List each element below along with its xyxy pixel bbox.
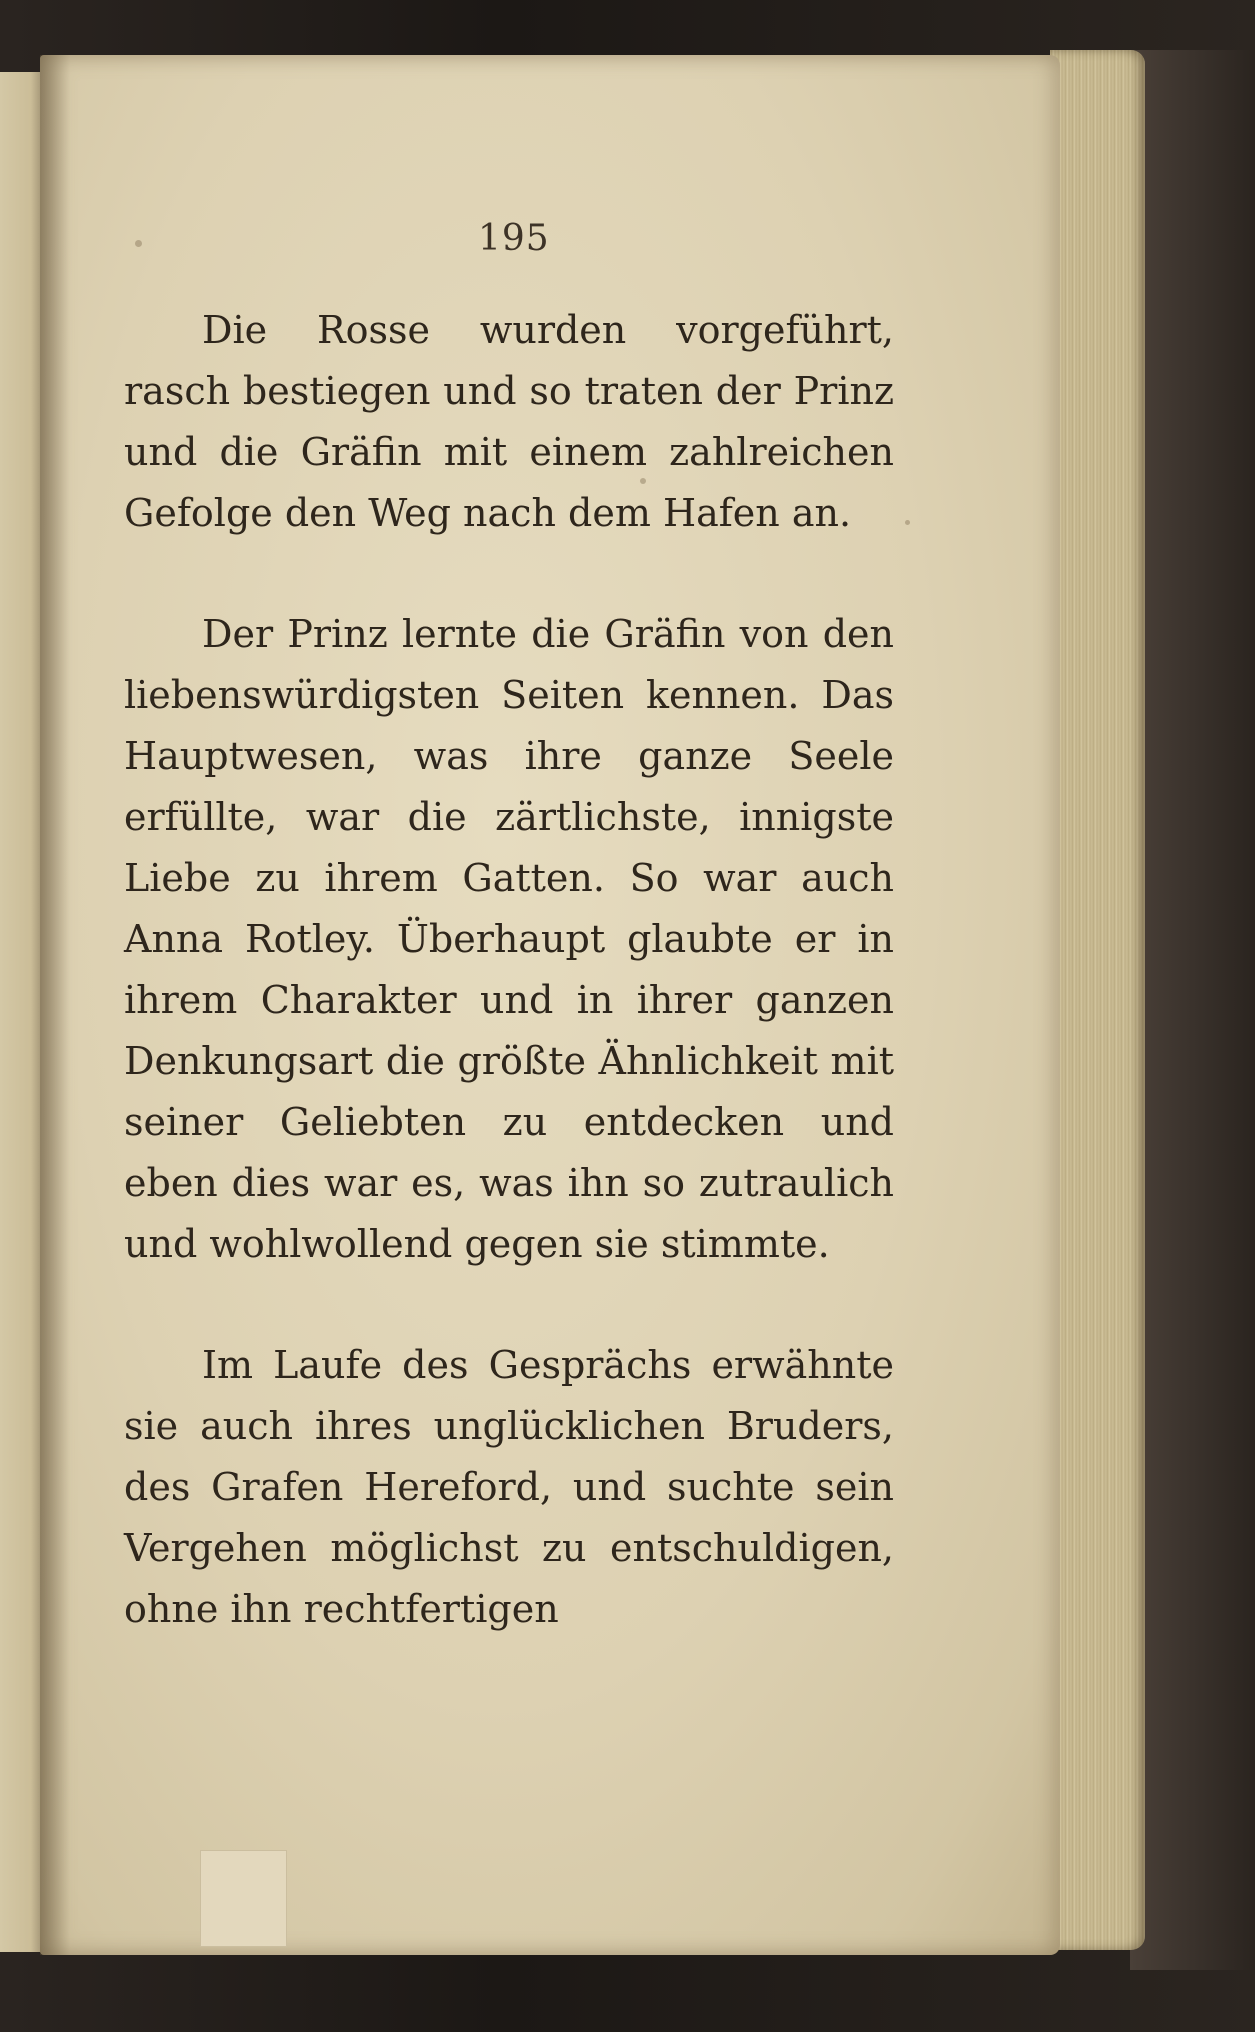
paragraph: Im Laufe des Gesprächs erwähnte sie auch ihres unglücklichen Bruders, des Grafen Hereford, und suchte sein Vergehen möglichst zu entschuldigen, ohne ihn rechtfertigen bbox=[124, 1343, 894, 1631]
paper-slip bbox=[200, 1850, 287, 1947]
page-number: 195 bbox=[478, 218, 550, 259]
gutter-shadow bbox=[40, 55, 70, 1955]
paper-spot bbox=[905, 520, 910, 525]
page-body bbox=[124, 300, 894, 1640]
page-edges bbox=[1050, 50, 1145, 1950]
paragraph: Die Rosse wurden vorgeführt, rasch bestiegen und so traten der Prinz und die Gräfin mit einem zahlreichen Gefolge den Weg nach dem Hafen an. bbox=[124, 308, 894, 535]
paper-spot bbox=[135, 240, 142, 247]
book-cover bbox=[1130, 50, 1255, 1970]
paragraph: Der Prinz lernte die Gräfin von den liebenswürdigsten Seiten kennen. Das Hauptwesen, was ihre ganze Seele erfüllte, war die zärtlichste, innigste Liebe zu ihrem Gatten. So war auch Anna Rotley. Überhaupt glaubte er in ihrem Charakter und in ihrer ganzen Denkungsart die größte Ähnlichkeit mit seiner Geliebten zu entdecken und eben dies war es, was ihn so zutraulich und wohlwollend gegen sie stimmte. bbox=[124, 612, 894, 1266]
